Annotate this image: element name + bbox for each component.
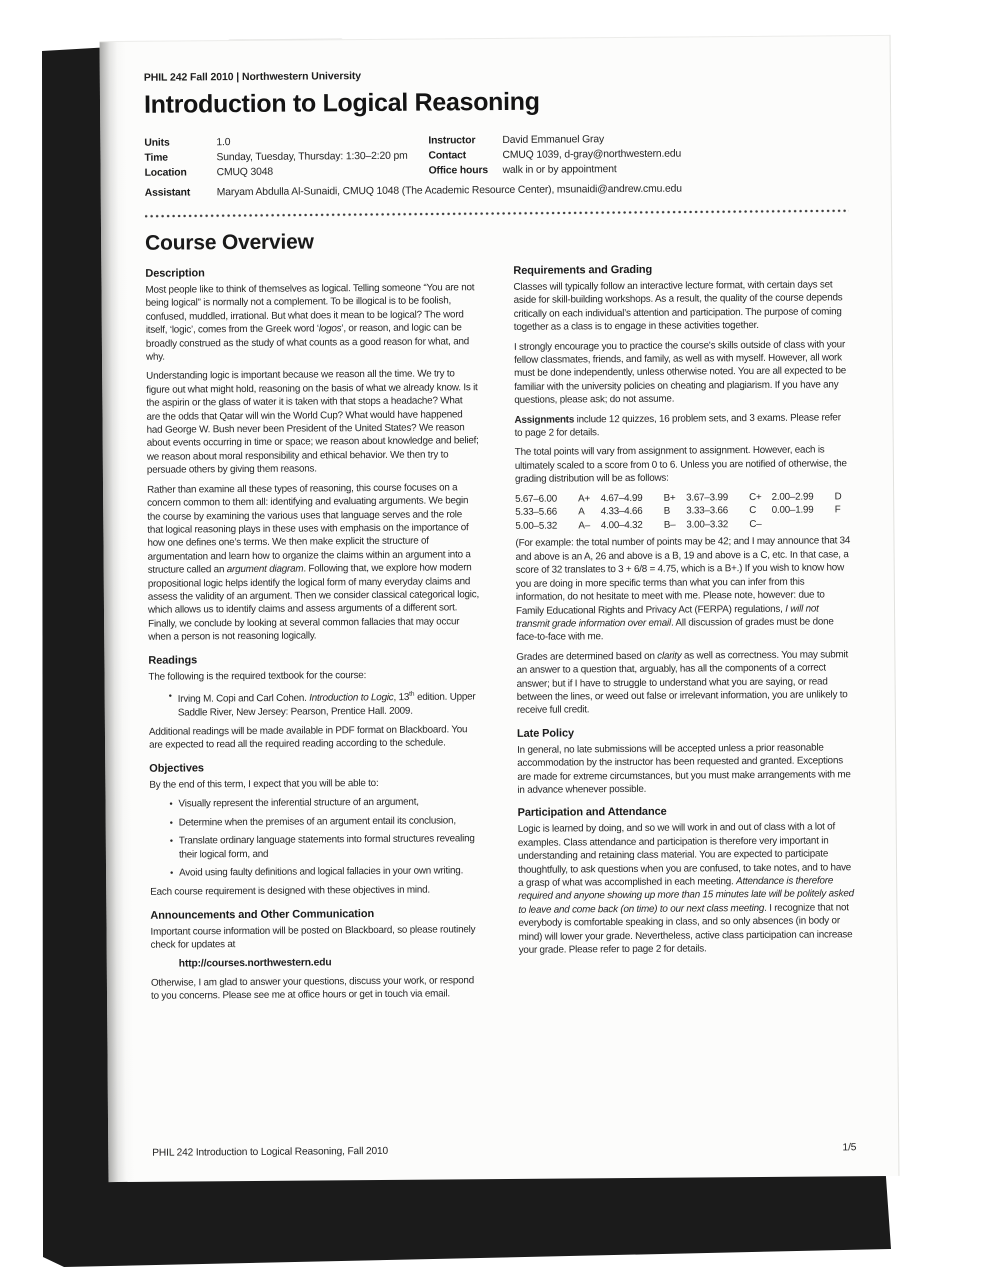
announcements-heading: Announcements and Other Communication [150, 907, 375, 922]
info-value-office-hours: walk in or by appointment [502, 164, 617, 176]
page-title: Introduction to Logical Reasoning [143, 87, 540, 119]
grade-range: 3.33–3.66 [686, 505, 729, 517]
objective-item: • Translate ordinary language statements into formal structures revealing their logical form, and [170, 832, 482, 861]
course-code-line: PHIL 242 Fall 2010 | Northwestern University [143, 70, 362, 84]
grade-letter: B [663, 505, 671, 517]
left-column [145, 265, 483, 1009]
grade-column-a [515, 492, 595, 533]
objectives-outro: Each course requirement is designed with these objectives in mind. [150, 884, 430, 899]
announcements-paragraph-1: Important course information will be posted on Blackboard, so please routinely check for updates at [150, 923, 476, 951]
grade-range: 5.67–6.00 [515, 493, 557, 505]
grade-column-b [601, 491, 681, 532]
info-label-units: Units [144, 137, 170, 149]
participation-paragraph: Logic is learned by doing, and so we will work in and out of class with a lot of examples. Class attendance and participation is therefore very important in understanding and retaining class material. You are expected to participate thoughtfully, to ask questions when you are confused, to take notes, and to have a grasp of what was accomplished in each meeting. Attendance is therefore required and anyone showing up more than 15 minutes late will be politely asked to leave and come back (on time) to our next class meeting. I recognize that not everybody is comfortable speaking in class, and so only absences (in body or mind) will lower your grade. Nevertheless, active class participation can increase your grade. Please refer to page 2 for details. [517, 821, 854, 956]
readings-note: Additional readings will be made available in PDF format on Blackboard. You are expected to read all the required reading according to the schedule. [148, 724, 468, 752]
late-policy-paragraph: In general, no late submissions will be accepted unless a prior reasonable accommodation by the instructor has been requested and granted. Exceptions are made for extreme circumstances, but you must make arrangements with me in advance whenever possible. [517, 742, 851, 796]
readings-list [149, 687, 481, 720]
section-title: Course Overview [145, 230, 314, 255]
info-value-instructor: David Emmanuel Gray [502, 134, 605, 146]
description-paragraph-1: Most people like to think of themselves as logical. Telling someone “You are not being logical” is normally not a complement. To be illogical is to be foolish, confused, muddled, irrational. But what does it mean to be logical? The word itself, ‘logic’, comes from the Greek word ‘logos’, or reason, and logic can be broadly construed as the study of what counts as a good reason for what, and why. [145, 282, 475, 363]
grade-range: 3.67–3.99 [686, 491, 728, 504]
info-label-office-hours: Office hours [428, 165, 489, 177]
right-column [513, 262, 854, 963]
scale-paragraph: The total points will vary from assignment to assignment. However, each is ultimately scaled to a score from 0 to 6. Unless you are notified of otherwise, the grading distribution will be as follows: [514, 444, 847, 486]
objective-item: • Visually represent the inferential structure of an argument, [169, 795, 481, 811]
info-label-contact: Contact [428, 150, 467, 162]
grade-letter: C+ [749, 491, 762, 503]
footer-course-label: PHIL 242 Introduction to Logical Reasoning, Fall 2010 [152, 1145, 389, 1159]
blackboard-url: http://courses.northwestern.edu [178, 956, 332, 970]
page-content [144, 66, 855, 1009]
description-heading: Description [145, 267, 205, 280]
info-value-units: 1.0 [216, 137, 231, 149]
footer-page-number: 1/5 [842, 1142, 857, 1154]
grading-scale-table [515, 490, 851, 533]
grade-letter: B+ [663, 492, 676, 504]
participation-heading: Participation and Attendance [517, 806, 667, 820]
grade-letter: A+ [578, 492, 591, 505]
grade-range: 4.67–4.99 [600, 492, 643, 504]
course-info-grid [144, 132, 848, 179]
description-paragraph-3: Rather than examine all these types of reasoning, this course focuses on a concern common to them all: identifying and evaluating arguments. We begin the course by examining the various uses that language serves and the role that logical reasoning plays in these uses with emphasis on the importance of how one defines one’s terms. We then make explicit the structure of argumentation and learn how to organize the claims within an argument into a structure called an argument diagram. Following that, we explore how modern propositional logic helps identify the logical form of many everyday claims and assess the validity of an argument. Then we consider classical categorical logic, which allows us to identify claims and assess arguments of a different sort. Finally, we conclude by looking at several common fallacies that may occur when a person is not reasoning logically. [147, 482, 480, 643]
grade-range: 5.33–5.66 [515, 506, 558, 519]
objectives-list [149, 795, 482, 880]
info-value-location: CMUQ 3048 [216, 166, 274, 179]
grading-heading: Requirements and Grading [513, 263, 653, 277]
grade-letter: D [834, 490, 842, 503]
two-column-body [145, 262, 855, 1009]
info-label-location: Location [144, 167, 187, 179]
grade-range: 3.00–3.32 [686, 519, 729, 531]
grade-example-paragraph: (For example: the total number of points may be 42; and I may announce that 34 and above is an A, 26 and above is a B, 19 and above is a C, etc. In that case, a score of 32 translates to 3 + 6/8 = 4.75, which is a B+.) If you wish to know how you are doing in more specific terms than what you can infer from this information, do not hesitate to meet with me. Please note, however: due to Family Educational Rights and Privacy Act (FERPA) regulations, I will not transmit grade information over email. All discussion of grades must be done face-to-face with me. [515, 535, 851, 644]
objective-item: • Avoid using faulty definitions and logical fallacies in your own writing. [170, 864, 482, 880]
info-label-assistant: Assistant [144, 187, 191, 199]
info-value-assistant: Maryam Abdulla Al-Sunaidi, CMUQ 1048 (The Academic Resource Center), msunaidi@andrew.cmu.edu [216, 183, 682, 199]
document-page [100, 35, 900, 1182]
info-value-contact: CMUQ 1039, d-gray@northwestern.edu [502, 148, 682, 161]
readings-intro: The following is the required textbook for the course: [148, 669, 367, 683]
objective-item: • Determine when the premises of an argument entail its conclusion, [170, 814, 482, 830]
grade-range: 0.00–1.99 [771, 504, 814, 517]
grade-letter: F [834, 504, 841, 516]
grade-letter: B– [663, 519, 676, 531]
clarity-paragraph: Grades are determined based on clarity as well as correctness. You may submit an answer to a question that, arguably, has all the components of a correct answer; but if I have to struggle to understand what you are saying, or read between the lines, or weed out false or irrelevant information, you are unlikely to receive full credit. [516, 648, 849, 717]
readings-heading: Readings [148, 653, 198, 667]
info-value-time: Sunday, Tuesday, Thursday: 1:30–2:20 pm [216, 150, 408, 164]
late-policy-heading: Late Policy [516, 727, 575, 740]
info-label-time: Time [144, 152, 168, 164]
grade-range: 5.00–5.32 [515, 520, 558, 532]
objectives-heading: Objectives [149, 762, 204, 775]
grade-column-df [772, 490, 852, 531]
announcements-paragraph-2: Otherwise, I am glad to answer your questions, discuss your work, or respond to you concerns. Please see me at office hours or get in touch via email. [150, 974, 474, 1002]
grade-letter: A [578, 506, 585, 518]
dotted-divider [145, 209, 849, 218]
objectives-intro: By the end of this term, I expect that you will be able to: [149, 777, 379, 791]
assignments-paragraph: Assignments include 12 quizzes, 16 problem sets, and 3 exams. Please refer to page 2 for details. [514, 411, 841, 439]
grade-range: 4.00–4.32 [600, 519, 643, 532]
description-paragraph-2: Understanding logic is important because we reason all the time. We try to figure out what might hold, reasoning on the basis of what we already know. Is it the aspirin or the glass of water it is taken with that stops a headache? What are the odds that Qatar will win the World Cup? What would have happened had George W. Bush never been President of the United States? We reason about events occurring in time or space; we reason about knowledge and belief; we reason about moral responsibility and ethical behavior. We then try to persuade others by giving them reasons. [146, 368, 479, 477]
grade-letter: A– [578, 520, 590, 532]
grade-column-c [686, 491, 766, 532]
grading-paragraph-1: Classes will typically follow an interactive lecture format, with certain days set aside for skill-building workshops. As a result, the quality of the course depends critically on each individual’s attention and participation. The purpose of coming together as a class is to engage in these activities together. [513, 279, 843, 334]
info-label-instructor: Instructor [428, 135, 476, 147]
readings-textbook-item: • Irving M. Copi and Carl Cohen. Introduction to Logic, 13th edition. Upper Saddle River, New Jersey: Pearson, Prentice Hall. 2009. [169, 687, 481, 720]
grading-paragraph-2: I strongly encourage you to practice the course's skills outside of class with your fellow classmates, friends, and family, as well as with myself. However, all work must be done independently, unless otherwise noted. You are all expected to be familiar with the university policies on cheating and plagiarism. If you have any questions, please ask; do not assume. [513, 338, 847, 407]
grade-letter: C [749, 505, 757, 517]
page-footer [152, 1142, 856, 1159]
grade-range: 2.00–2.99 [771, 491, 814, 503]
grade-letter: C– [749, 518, 762, 530]
assistant-row [145, 182, 849, 199]
grade-range: 4.33–4.66 [600, 506, 643, 518]
